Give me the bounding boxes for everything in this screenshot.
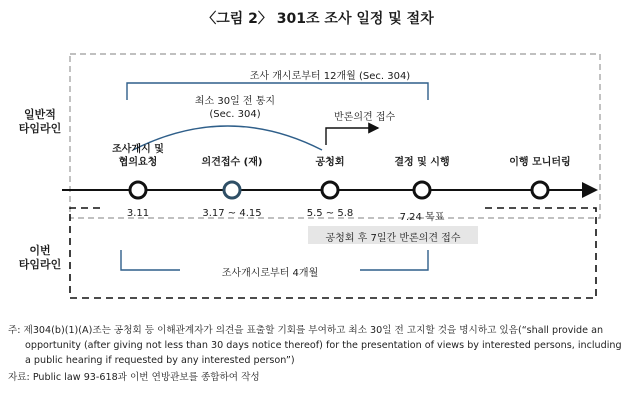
current-timeline-dashed-bracket — [70, 208, 596, 298]
current-label-line2: 타임라인 — [18, 258, 62, 271]
stage-node-initiation — [130, 182, 146, 198]
notice-label — [180, 95, 290, 121]
footnote-line3: a public hearing if requested by any interested person”) — [25, 355, 295, 366]
source-note: 자료: Public law 93-618과 이번 연방관보를 종합하여 작성 — [8, 372, 260, 383]
stage-label-initiation — [98, 143, 178, 169]
stage-label-monitoring: 이행 모니터링 — [509, 157, 571, 168]
notice-label-line1: 최소 30일 전 통지 — [194, 96, 276, 107]
general-label-line2: 타임라인 — [18, 122, 62, 135]
stage-date-decision: 7.24 목표 — [399, 212, 445, 223]
rebuttal-label: 반론의견 접수 — [334, 112, 396, 123]
stage-label-initiation-line1: 조사개시 및 — [112, 144, 164, 155]
stage-label-initiation-line2: 협의요청 — [118, 157, 158, 168]
notice-label-line2: (Sec. 304) — [209, 109, 261, 120]
current-label-line1: 이번 — [29, 244, 51, 257]
figure-title: 〈그림 2〉 301조 조사 일정 및 절차 — [202, 11, 434, 27]
stage-label-decision: 결정 및 시행 — [394, 157, 450, 168]
stage-date-comments: 3.17 ~ 4.15 — [202, 208, 262, 219]
footnote-line2: opportunity (after giving not less than 30 days notice thereof) for the presentation of views by interested persons, including — [25, 340, 622, 351]
footnote-line1: 주: 제304(b)(1)(A)조는 공청회 등 이해관계자가 의견을 표출할 기회를 부여하고 최소 30일 전 고지할 것을 명시하고 있음(“shall provide an — [8, 325, 604, 336]
general-timeline-label — [14, 108, 66, 136]
current-timeline-label — [14, 244, 66, 272]
general-label-line1: 일반적 — [24, 108, 56, 121]
rebuttal-arrow — [326, 128, 378, 145]
stage-label-comments: 의견접수 (재) — [201, 157, 263, 168]
stage-node-decision — [414, 182, 430, 198]
stage-label-hearing: 공청회 — [315, 157, 345, 168]
stage-node-monitoring — [532, 182, 548, 198]
stage-date-initiation: 3.11 — [126, 208, 150, 219]
twelve-month-label: 조사 개시로부터 12개월 (Sec. 304) — [180, 67, 480, 82]
stage-date-hearing: 5.5 ~ 5.8 — [306, 208, 354, 219]
stage-node-hearing — [322, 182, 338, 198]
rebuttal-7d-label: 공청회 후 7일간 반론의견 접수 — [325, 233, 461, 244]
four-month-label: 조사개시로부터 4개월 — [180, 264, 360, 279]
stage-node-comments — [224, 182, 240, 198]
